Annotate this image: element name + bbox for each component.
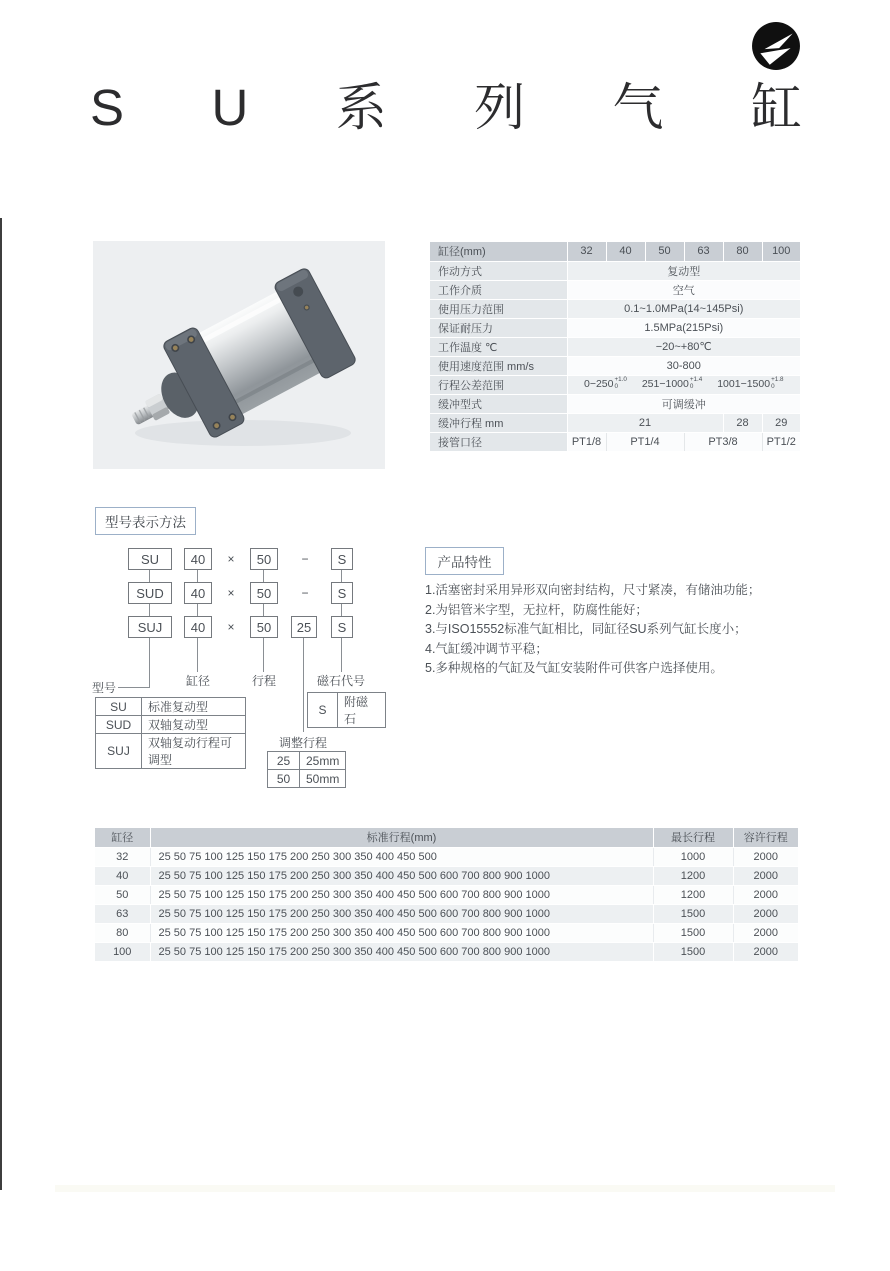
label-stroke: 行程 [252, 674, 277, 688]
port-value: PT1/4 [606, 432, 684, 451]
connector-line [149, 570, 150, 582]
model-method-section-title [95, 507, 196, 535]
times-separator: × [227, 552, 235, 566]
port-value: PT1/8 [567, 432, 606, 451]
label-adjust-stroke: 调整行程 [279, 736, 328, 750]
cushion-stroke-value: 28 [723, 413, 762, 432]
dash-separator: − [301, 586, 309, 600]
legend-row [308, 693, 386, 728]
connector-line [263, 604, 264, 616]
bore-cell: 100 [95, 942, 150, 961]
allowed-stroke-cell: 2000 [733, 866, 798, 885]
spec-bore-col: 63 [684, 242, 723, 261]
magnet-legend-table [307, 692, 386, 728]
legend-row [96, 716, 246, 734]
model-code-box: SUJ [128, 616, 172, 638]
legend-code: 25 [268, 752, 300, 770]
spec-row-value: 复动型 [567, 261, 800, 280]
product-image-cylinder [93, 241, 385, 469]
connector-line [341, 604, 342, 616]
title-char: U [211, 79, 249, 136]
label-model: 型号 [92, 681, 117, 695]
col-header: 最长行程 [653, 828, 733, 847]
spec-row-value: 空气 [567, 280, 800, 299]
spec-row [430, 299, 800, 318]
tolerance-range: 1001−1500 [717, 378, 771, 391]
spec-row [430, 337, 800, 356]
bore-cell: 63 [95, 904, 150, 923]
legend-desc: 双轴复动型 [142, 716, 246, 734]
spec-bore-col: 80 [723, 242, 762, 261]
connector-line [303, 638, 304, 732]
col-header: 标准行程(mm) [150, 828, 653, 847]
connector-line [118, 687, 149, 688]
col-header: 缸径 [95, 828, 150, 847]
dash-separator: − [301, 552, 309, 566]
features-list [425, 581, 860, 679]
connector-line [341, 638, 342, 672]
legend-code: 50 [268, 770, 300, 788]
port-value: PT3/8 [684, 432, 762, 451]
spec-header-row [430, 242, 800, 261]
col-header: 容许行程 [733, 828, 798, 847]
spec-row-label: 作动方式 [430, 261, 567, 280]
magnet-code-box: S [331, 548, 353, 570]
magnet-code-box: S [331, 582, 353, 604]
title-char: 列 [474, 79, 526, 136]
cushion-stroke-value: 29 [762, 413, 800, 432]
legend-row [96, 698, 246, 716]
page-bottom-edge [55, 1185, 835, 1192]
spec-row-label: 工作介质 [430, 280, 567, 299]
connector-line [341, 570, 342, 582]
stroke-table [95, 828, 798, 962]
spec-tolerance-row [430, 375, 800, 394]
spec-tolerance-values [567, 375, 800, 394]
feature-item: 5.多种规格的气缸及气缸安装附件可供客户选择使用。 [425, 661, 723, 675]
stroke-table-row [95, 923, 798, 942]
stroke-table-row [95, 885, 798, 904]
max-stroke-cell: 1500 [653, 923, 733, 942]
magnet-code-box: S [331, 616, 353, 638]
max-stroke-cell: 1200 [653, 885, 733, 904]
spec-row-value: −20~+80℃ [567, 337, 800, 356]
spec-row [430, 261, 800, 280]
strokes-cell: 25 50 75 100 125 150 175 200 250 300 350 400 450 500 [150, 847, 653, 866]
spec-row-label: 缓冲行程 mm [430, 413, 567, 432]
legend-row [268, 770, 346, 788]
connector-line [197, 604, 198, 616]
strokes-cell: 25 50 75 100 125 150 175 200 250 300 350 400 450 500 600 700 800 900 1000 [150, 885, 653, 904]
spec-row-value: 可调缓冲 [567, 394, 800, 413]
legend-row [268, 752, 346, 770]
legend-desc: 50mm [300, 770, 346, 788]
adjust-stroke-legend-table [267, 751, 346, 788]
spec-row-value: 1.5MPa(215Psi) [567, 318, 800, 337]
feature-item: 1.活塞密封采用异形双向密封结构，尺寸紧凑，有储油功能； [425, 583, 761, 597]
max-stroke-cell: 1500 [653, 942, 733, 961]
spec-cushion-stroke-row [430, 413, 800, 432]
times-separator: × [227, 620, 235, 634]
title-char: 系 [335, 79, 387, 136]
strokes-cell: 25 50 75 100 125 150 175 200 250 300 350 400 450 500 600 700 800 900 1000 [150, 923, 653, 942]
title-char: S [90, 79, 125, 136]
spec-row [430, 280, 800, 299]
spec-row-label: 保证耐压力 [430, 318, 567, 337]
allowed-stroke-cell: 2000 [733, 885, 798, 904]
max-stroke-cell: 1200 [653, 866, 733, 885]
section-title-text: 产品特性 [437, 555, 492, 570]
bore-cell: 32 [95, 847, 150, 866]
spec-row-value: 0.1~1.0MPa(14~145Psi) [567, 299, 800, 318]
tolerance-sup: +1.0 [614, 376, 627, 384]
title-char: 缸 [750, 79, 802, 136]
times-separator: × [227, 586, 235, 600]
legend-desc: 附磁石 [338, 693, 386, 728]
feature-item: 3.与ISO15552标准气缸相比，同缸径SU系列气缸长度小； [425, 622, 747, 636]
legend-desc: 25mm [300, 752, 346, 770]
spec-header-label: 缸径(mm) [430, 242, 567, 261]
allowed-stroke-cell: 2000 [733, 942, 798, 961]
stroke-code-box: 50 [250, 548, 278, 570]
bore-code-box: 40 [184, 616, 212, 638]
bore-cell: 80 [95, 923, 150, 942]
spec-row-label: 使用压力范围 [430, 299, 567, 318]
stroke-table-header [95, 828, 798, 847]
max-stroke-cell: 1500 [653, 904, 733, 923]
allowed-stroke-cell: 2000 [733, 847, 798, 866]
stroke-table-row [95, 847, 798, 866]
bore-code-box: 40 [184, 548, 212, 570]
tolerance-sup: +1.4 [689, 376, 703, 384]
page-edge-line [0, 218, 2, 1190]
spec-bore-col: 50 [645, 242, 684, 261]
stroke-table-row [95, 866, 798, 885]
page-title [90, 78, 802, 136]
connector-line [149, 604, 150, 616]
tolerance-sub: 0 [771, 382, 775, 390]
model-code-box: SUD [128, 582, 172, 604]
feature-item: 4.气缸缓冲调节平稳； [425, 641, 548, 656]
port-value: PT1/2 [762, 432, 800, 451]
bore-code-box: 40 [184, 582, 212, 604]
spec-row [430, 394, 800, 413]
spec-table [430, 242, 800, 452]
stroke-code-box: 50 [250, 582, 278, 604]
spec-row [430, 356, 800, 375]
feature-item: 2.为铝管米字型，无拉杆，防腐性能好； [425, 602, 648, 617]
legend-desc: 标准复动型 [142, 698, 246, 716]
section-title-text: 型号表示方法 [105, 515, 186, 530]
strokes-cell: 25 50 75 100 125 150 175 200 250 300 350 400 450 500 600 700 800 900 1000 [150, 866, 653, 885]
title-char: 气 [612, 79, 664, 136]
spec-row-label: 使用速度范围 mm/s [430, 356, 567, 375]
model-code-box: SU [128, 548, 172, 570]
legend-code: S [308, 693, 338, 728]
legend-desc: 双轴复动行程可调型 [142, 734, 246, 769]
connector-line [263, 638, 264, 672]
spec-row-label: 行程公差范围 [430, 375, 567, 394]
stroke-code-box: 50 [250, 616, 278, 638]
legend-row [96, 734, 246, 769]
strokes-cell: 25 50 75 100 125 150 175 200 250 300 350 400 450 500 600 700 800 900 1000 [150, 904, 653, 923]
tolerance-sub: 0 [689, 382, 694, 390]
tolerance-range: 0−250 [583, 378, 614, 391]
connector-line [197, 638, 198, 672]
cushion-stroke-value: 21 [567, 413, 723, 432]
spec-bore-col: 100 [762, 242, 800, 261]
stroke-table-row [95, 942, 798, 961]
tolerance-range: 251−1000 [641, 378, 689, 391]
spec-row-label: 缓冲型式 [430, 394, 567, 413]
spec-row [430, 318, 800, 337]
allowed-stroke-cell: 2000 [733, 904, 798, 923]
legend-code: SU [96, 698, 142, 716]
max-stroke-cell: 1000 [653, 847, 733, 866]
legend-code: SUJ [96, 734, 142, 769]
connector-line [149, 638, 150, 688]
model-legend-table [95, 697, 246, 769]
bore-cell: 40 [95, 866, 150, 885]
brand-logo [751, 21, 801, 71]
adjust-stroke-code-box: 25 [291, 616, 317, 638]
spec-bore-col: 32 [567, 242, 606, 261]
features-section-title [425, 547, 504, 575]
allowed-stroke-cell: 2000 [733, 923, 798, 942]
spec-row-label: 工作温度 ℃ [430, 337, 567, 356]
legend-code: SUD [96, 716, 142, 734]
label-bore: 缸径 [186, 674, 211, 688]
strokes-cell: 25 50 75 100 125 150 175 200 250 300 350 400 450 500 600 700 800 900 1000 [150, 942, 653, 961]
lightning-icon [751, 21, 801, 71]
spec-port-row [430, 432, 800, 451]
connector-line [197, 570, 198, 582]
spec-row-label: 接管口径 [430, 432, 567, 451]
tolerance-sup: +1.8 [771, 376, 784, 384]
label-magnet: 磁石代号 [317, 674, 366, 688]
connector-line [263, 570, 264, 582]
spec-row-value: 30-800 [567, 356, 800, 375]
stroke-table-row [95, 904, 798, 923]
spec-bore-col: 40 [606, 242, 645, 261]
bore-cell: 50 [95, 885, 150, 904]
tolerance-sub: 0 [614, 382, 618, 390]
